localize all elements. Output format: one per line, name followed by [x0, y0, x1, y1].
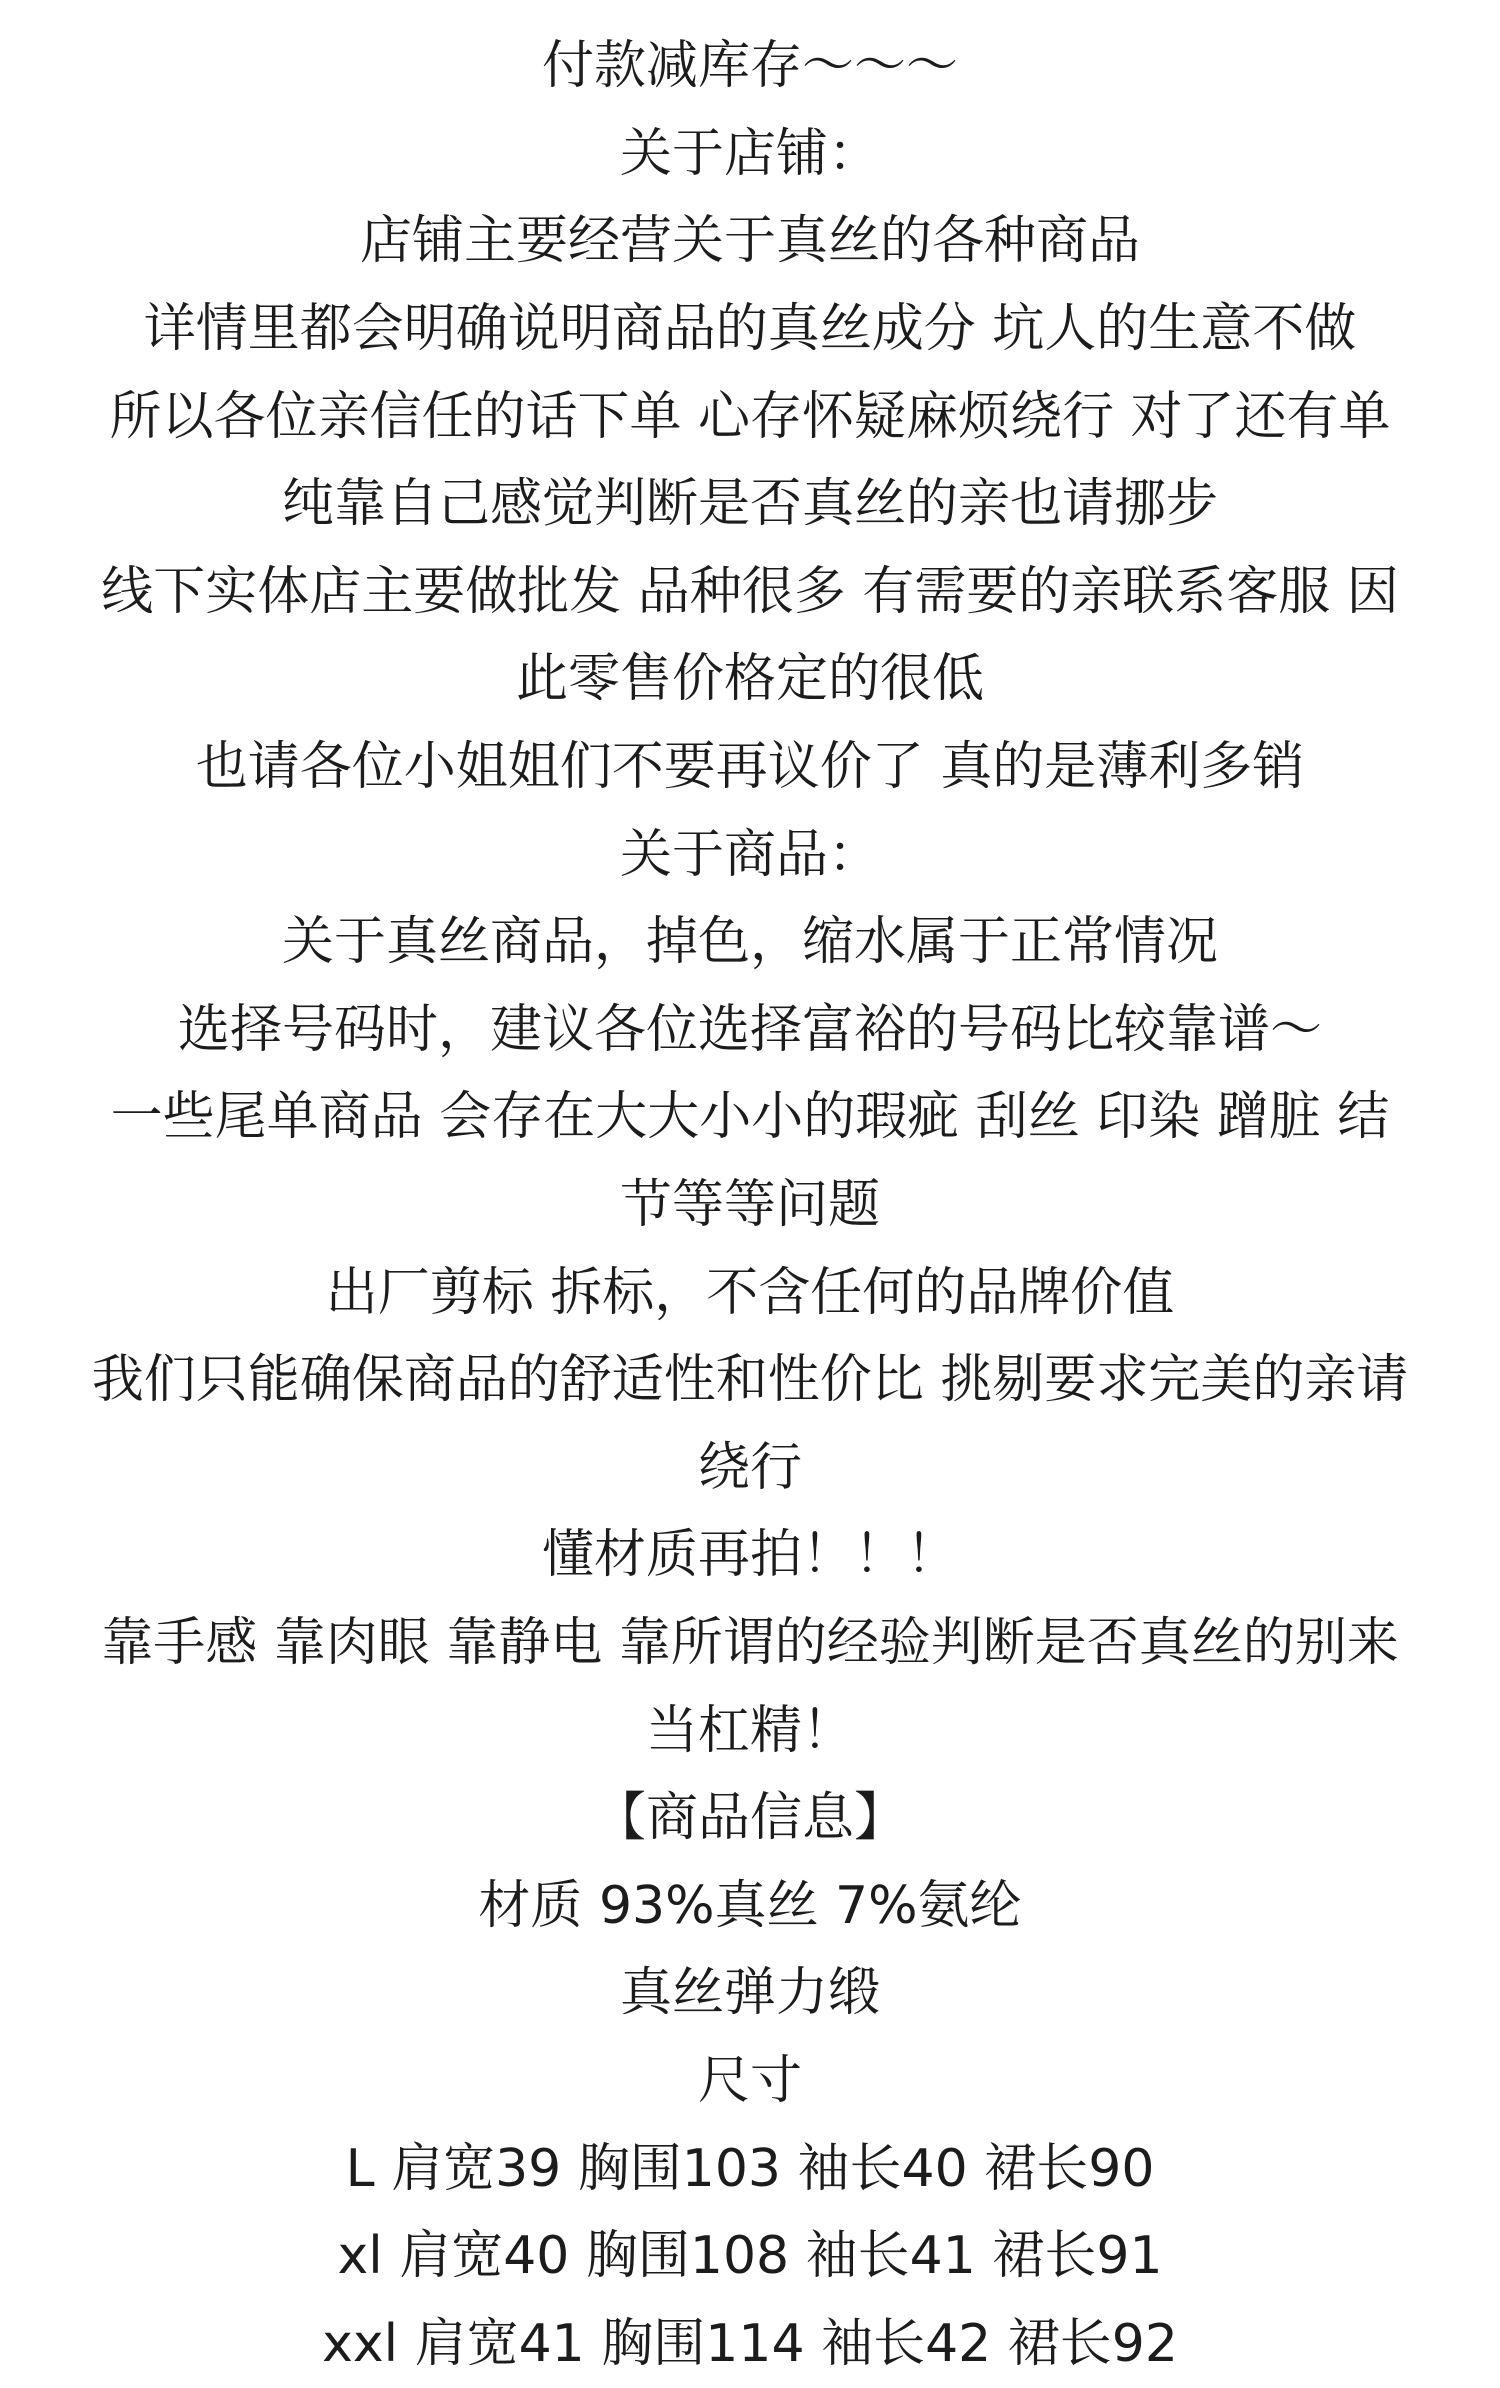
text-line: 材质 93%真丝 7%氨纶 — [478, 1876, 1022, 1936]
text-line: 此零售价格定的很低 — [515, 649, 984, 709]
section-heading: 【商品信息】 — [593, 1788, 906, 1848]
text-line: 付款减库存～～～ — [541, 36, 958, 96]
text-line: 我们只能确保商品的舒适性和性价比 挑剔要求完美的亲请 — [91, 1350, 1409, 1410]
text-line: 关于店铺： — [619, 124, 880, 184]
text-line: 店铺主要经营关于真丝的各种商品 — [359, 211, 1140, 271]
text-line: 选择号码时，建议各位选择富裕的号码比较靠谱～ — [177, 1000, 1322, 1060]
text-line: 也请各位小姐姐们不要再议价了 真的是薄利多销 — [195, 737, 1305, 797]
text-line: 懂材质再拍！！！ — [541, 1525, 958, 1585]
text-line: 纯靠自己感觉判断是否真丝的亲也请挪步 — [281, 474, 1218, 534]
text-line: 靠手感 靠肉眼 靠静电 靠所谓的经验判断是否真丝的别来 — [101, 1613, 1399, 1673]
text-line: 节等等问题 — [619, 1175, 880, 1235]
text-line: 所以各位亲信任的话下单 心存怀疑麻烦绕行 对了还有单 — [109, 387, 1391, 447]
text-line: 详情里都会明确说明商品的真丝成分 坑人的生意不做 — [143, 299, 1357, 359]
text-line: 当杠精！ — [645, 1701, 854, 1761]
text-line: 出厂剪标 拆标，不含任何的品牌价值 — [325, 1263, 1175, 1323]
text-line: 尺寸 — [697, 2051, 802, 2111]
size-row: L 肩宽39 胸围103 袖长40 裙长90 — [345, 2139, 1155, 2199]
size-row: xxl 肩宽41 胸围114 袖长42 裙长92 — [322, 2314, 1178, 2374]
text-line: 关于商品： — [619, 825, 880, 885]
text-line: 一些尾单商品 会存在大大小小的瑕疵 刮丝 印染 蹭脏 结 — [110, 1087, 1390, 1147]
size-row: xl 肩宽40 胸围108 袖长41 裙长91 — [337, 2226, 1163, 2286]
text-line: 绕行 — [697, 1438, 802, 1498]
text-line: 线下实体店主要做批发 品种很多 有需要的亲联系客服 因 — [101, 562, 1399, 622]
text-line: 关于真丝商品，掉色，缩水属于正常情况 — [281, 912, 1218, 972]
text-line: 真丝弹力缎 — [619, 1963, 880, 2023]
